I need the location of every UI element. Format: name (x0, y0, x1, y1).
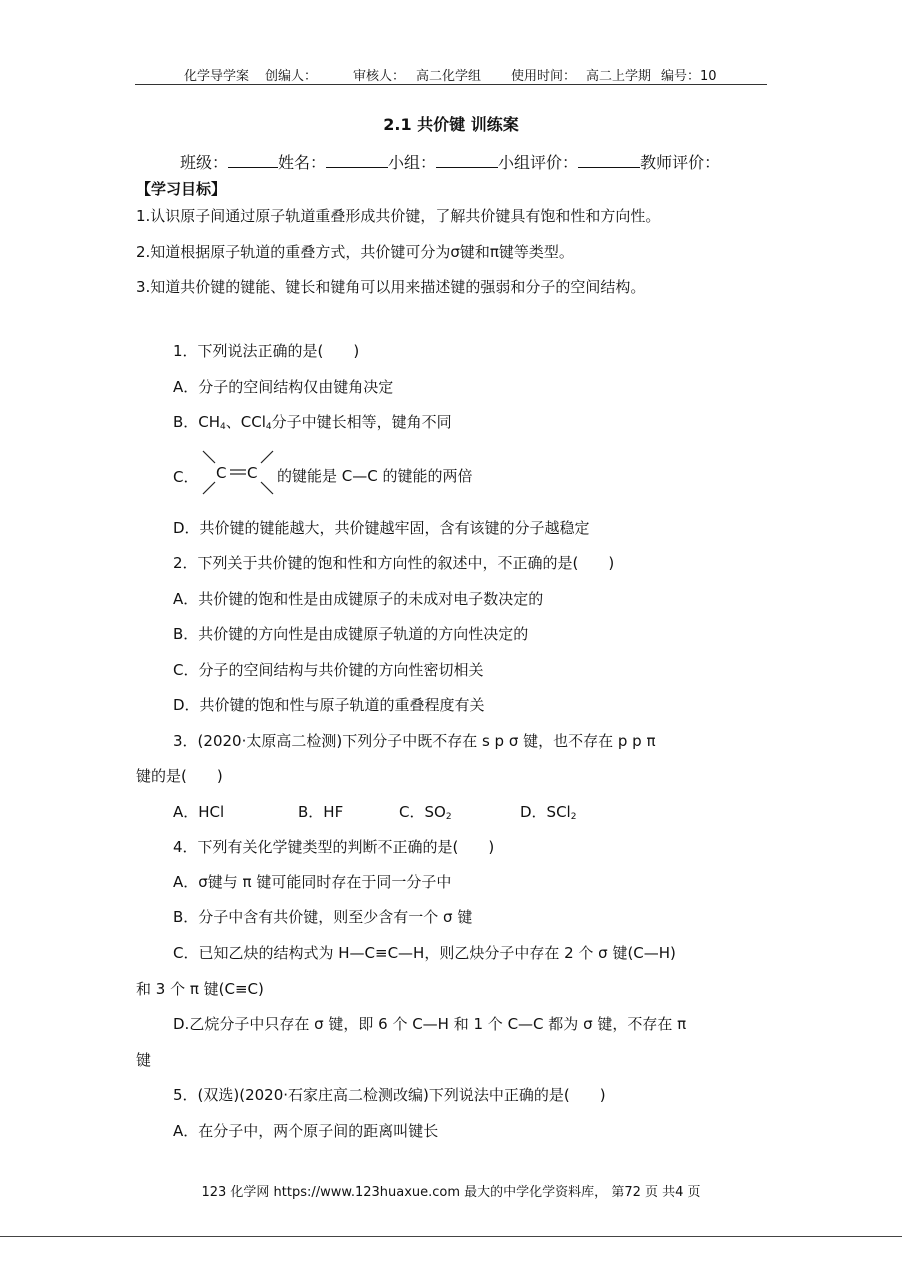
q1-b-text-2: 、CCl (225, 413, 266, 431)
group-eval-label: 小组评价： (498, 153, 579, 172)
q1-option-a: A．分子的空间结构仅由键角决定 (173, 378, 394, 396)
class-label: 班级： (180, 153, 229, 172)
q5-stem: 5．(双选)(2020·石家庄高二检测改编)下列说法中正确的是( ) (173, 1086, 606, 1104)
teacher-eval-label: 教师评价： (640, 153, 721, 172)
header-org: 化学导学案 (184, 69, 250, 84)
q1-b-sub-2: 4 (265, 422, 272, 432)
group-label: 小组： (388, 153, 437, 172)
q3-option-c (399, 801, 452, 822)
student-info-line (180, 150, 720, 173)
objective-1: 1.认识原子间通过原子轨道重叠形成共价键，了解共价键具有饱和性和方向性。 (136, 207, 661, 225)
header-rule (135, 84, 767, 85)
q4-option-c-line1: C．已知乙炔的结构式为 H—C≡C—H，则乙炔分子中存在 2 个 σ 键(C—H) (173, 944, 676, 962)
name-blank[interactable] (326, 153, 388, 168)
objective-3: 3.知道共价键的键能、键长和键角可以用来描述键的强弱和分子的空间结构。 (136, 278, 646, 296)
q3-stem-line1: 3．(2020·太原高二检测)下列分子中既不存在 s p σ 键，也不存在 p p π (173, 732, 656, 750)
ethylene-structure-diagram (198, 448, 278, 498)
bond-line-upper-right (261, 451, 273, 463)
q2-stem: 2．下列关于共价键的饱和性和方向性的叙述中，不正确的是( ) (173, 554, 615, 572)
header-number: 编号：10 (661, 69, 717, 84)
q1-option-c-prefix: C． (173, 468, 199, 486)
bond-line-lower-left (203, 482, 215, 494)
carbon-atom-left: C (216, 464, 227, 482)
q3-stem-line2: 键的是( ) (136, 767, 223, 785)
q3-d-text: D．SCl (520, 803, 571, 821)
group-blank[interactable] (436, 153, 498, 168)
section-title: 【学习目标】 (136, 180, 227, 198)
q3-d-sub: 2 (570, 812, 577, 822)
q1-option-b (173, 411, 452, 432)
q1-b-text-1: B．CH (173, 413, 221, 431)
q1-b-text-3: 分子中键长相等，键角不同 (271, 413, 452, 431)
carbon-atom-right: C (247, 464, 258, 482)
bond-line-upper-left (203, 451, 215, 463)
q1-b-sub-1: 4 (220, 422, 226, 432)
bond-line-lower-right (261, 482, 273, 494)
header-reviewer: 审核人： (353, 69, 406, 84)
q2-option-a: A．共价键的饱和性是由成键原子的未成对电子数决定的 (173, 590, 544, 608)
header-group: 高二化学组 (416, 69, 482, 84)
q4-option-d-line2: 键 (136, 1051, 152, 1069)
header-time-label: 使用时间： (511, 69, 577, 84)
page-title: 2.1 共价键 训练案 (383, 115, 519, 134)
header-editor: 创编人： (265, 69, 318, 84)
q4-option-d-line1: D.乙烷分子中只存在 σ 键，即 6 个 C—H 和 1 个 C—C 都为 σ 键，不存在 π (173, 1015, 687, 1033)
q1-option-d: D．共价键的键能越大，共价键越牢固，含有该键的分子越稳定 (173, 519, 590, 537)
q3-option-d (520, 801, 576, 822)
q5-option-a: A．在分子中，两个原子间的距离叫键长 (173, 1122, 439, 1140)
page-footer: 123 化学网 https://www.123huaxue.com 最大的中学化学资料库， 第72 页 共4 页 (201, 1185, 701, 1200)
objective-2: 2.知道根据原子轨道的重叠方式，共价键可分为σ键和π键等类型。 (136, 243, 574, 261)
q4-stem: 4．下列有关化学键类型的判断不正确的是( ) (173, 838, 495, 856)
footer-rule (0, 1236, 902, 1237)
q1-option-c-text: 的键能是 C—C 的键能的两倍 (277, 467, 473, 485)
q4-option-a: A．σ键与 π 键可能同时存在于同一分子中 (173, 873, 452, 891)
name-label: 姓名： (278, 153, 327, 172)
q3-option-b: B．HF (298, 803, 344, 821)
group-eval-blank[interactable] (578, 153, 640, 168)
q3-c-sub: 2 (445, 812, 452, 822)
q4-option-b: B．分子中含有共价键，则至少含有一个 σ 键 (173, 908, 473, 926)
class-blank[interactable] (228, 153, 278, 168)
q1-stem: 1．下列说法正确的是( ) (173, 342, 360, 360)
q2-option-d: D．共价键的饱和性与原子轨道的重叠程度有关 (173, 696, 485, 714)
q3-option-a: A．HCl (173, 803, 225, 821)
q3-c-text: C．SO (399, 803, 446, 821)
q4-option-c-line2: 和 3 个 π 键(C≡C) (136, 980, 264, 998)
q2-option-c: C．分子的空间结构与共价键的方向性密切相关 (173, 661, 484, 679)
header-term: 高二上学期 (586, 69, 652, 84)
q2-option-b: B．共价键的方向性是由成键原子轨道的方向性决定的 (173, 625, 529, 643)
